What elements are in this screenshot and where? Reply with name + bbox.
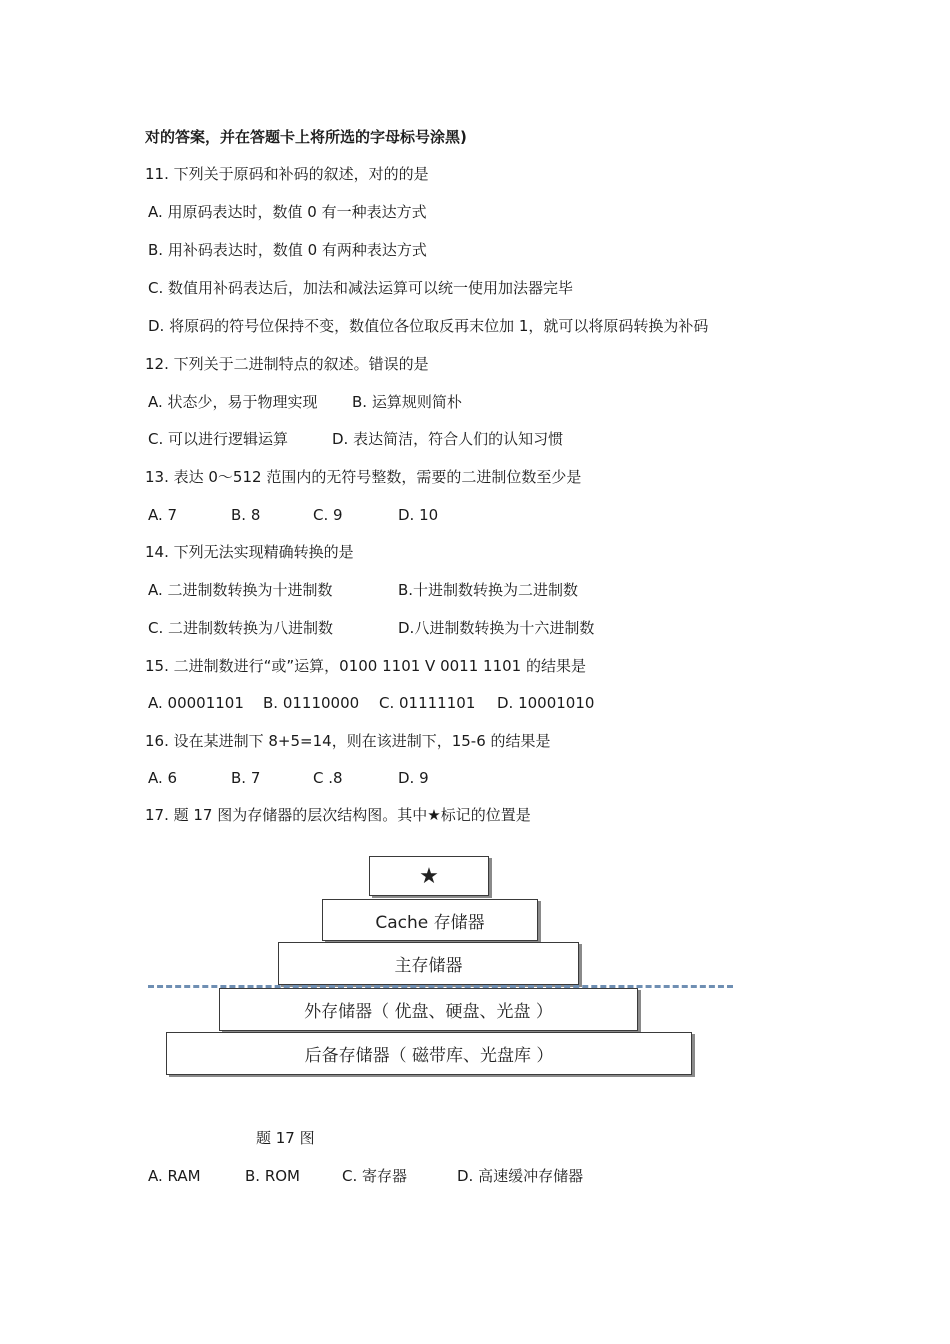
hierarchy-level-external-storage: 外存储器（ 优盘、硬盘、光盘 ） [219,988,638,1031]
question-12-option-b: B. 运算规则简朴 [352,393,462,411]
question-15-option-d: D. 10001010 [497,694,595,712]
question-12-option-a: A. 状态少，易于物理实现 [148,393,318,411]
question-13-option-b: B. 8 [231,506,261,524]
question-16-stem: 16. 设在某进制下 8+5=14，则在该进制下，15-6 的结果是 [145,732,551,750]
question-11-option-a: A. 用原码表达时，数值 0 有一种表达方式 [148,203,427,221]
hierarchy-level-main-memory: 主存储器 [278,942,579,985]
question-13-stem: 13. 表达 0～512 范围内的无符号整数，需要的二进制位数至少是 [145,468,582,486]
question-13-option-a: A. 7 [148,506,178,524]
question-11-option-d: D. 将原码的符号位保持不变，数值位各位取反再末位加 1，就可以将原码转换为补码 [148,317,709,335]
question-14-option-b: B.十进制数转换为二进制数 [398,581,579,599]
question-14-option-d: D.八进制数转换为十六进制数 [398,619,595,637]
instruction-header: 对的答案，并在答题卡上将所选的字母标号涂黑) [145,128,467,146]
question-14-option-c: C. 二进制数转换为八进制数 [148,619,334,637]
figure-caption: 题 17 图 [256,1129,315,1147]
question-13-option-d: D. 10 [398,506,439,524]
question-13-option-c: C. 9 [313,506,343,524]
question-16-option-d: D. 9 [398,769,429,787]
question-15-option-a: A. 00001101 [148,694,244,712]
question-15-option-b: B. 01110000 [263,694,360,712]
question-14-stem: 14. 下列无法实现精确转换的是 [145,543,354,561]
question-17-option-b: B. ROM [245,1167,300,1185]
question-15-stem: 15. 二进制数进行“或”运算，0100 1101 V 0011 1101 的结果是 [145,657,586,675]
question-15-option-c: C. 01111101 [379,694,476,712]
question-17-option-c: C. 寄存器 [342,1167,408,1185]
hierarchy-level-register-star: ★ [369,856,489,896]
question-16-option-a: A. 6 [148,769,178,787]
question-12-stem: 12. 下列关于二进制特点的叙述。错误的是 [145,355,429,373]
question-16-option-b: B. 7 [231,769,261,787]
question-11-option-c: C. 数值用补码表达后，加法和减法运算可以统一使用加法器完毕 [148,279,574,297]
question-16-option-c: C .8 [313,769,343,787]
hierarchy-level-cache: Cache 存储器 [322,899,538,941]
question-12-option-c: C. 可以进行逻辑运算 [148,430,289,448]
question-12-option-d: D. 表达简洁，符合人们的认知习惯 [332,430,564,448]
question-14-option-a: A. 二进制数转换为十进制数 [148,581,333,599]
question-17-option-a: A. RAM [148,1167,201,1185]
question-17-stem: 17. 题 17 图为存储器的层次结构图。其中★标记的位置是 [145,806,531,824]
question-11-stem: 11. 下列关于原码和补码的叙述，对的的是 [145,165,429,183]
question-17-option-d: D. 高速缓冲存储器 [457,1167,584,1185]
question-11-option-b: B. 用补码表达时，数值 0 有两种表达方式 [148,241,427,259]
hierarchy-level-backup-storage: 后备存储器（ 磁带库、光盘库 ） [166,1032,692,1075]
